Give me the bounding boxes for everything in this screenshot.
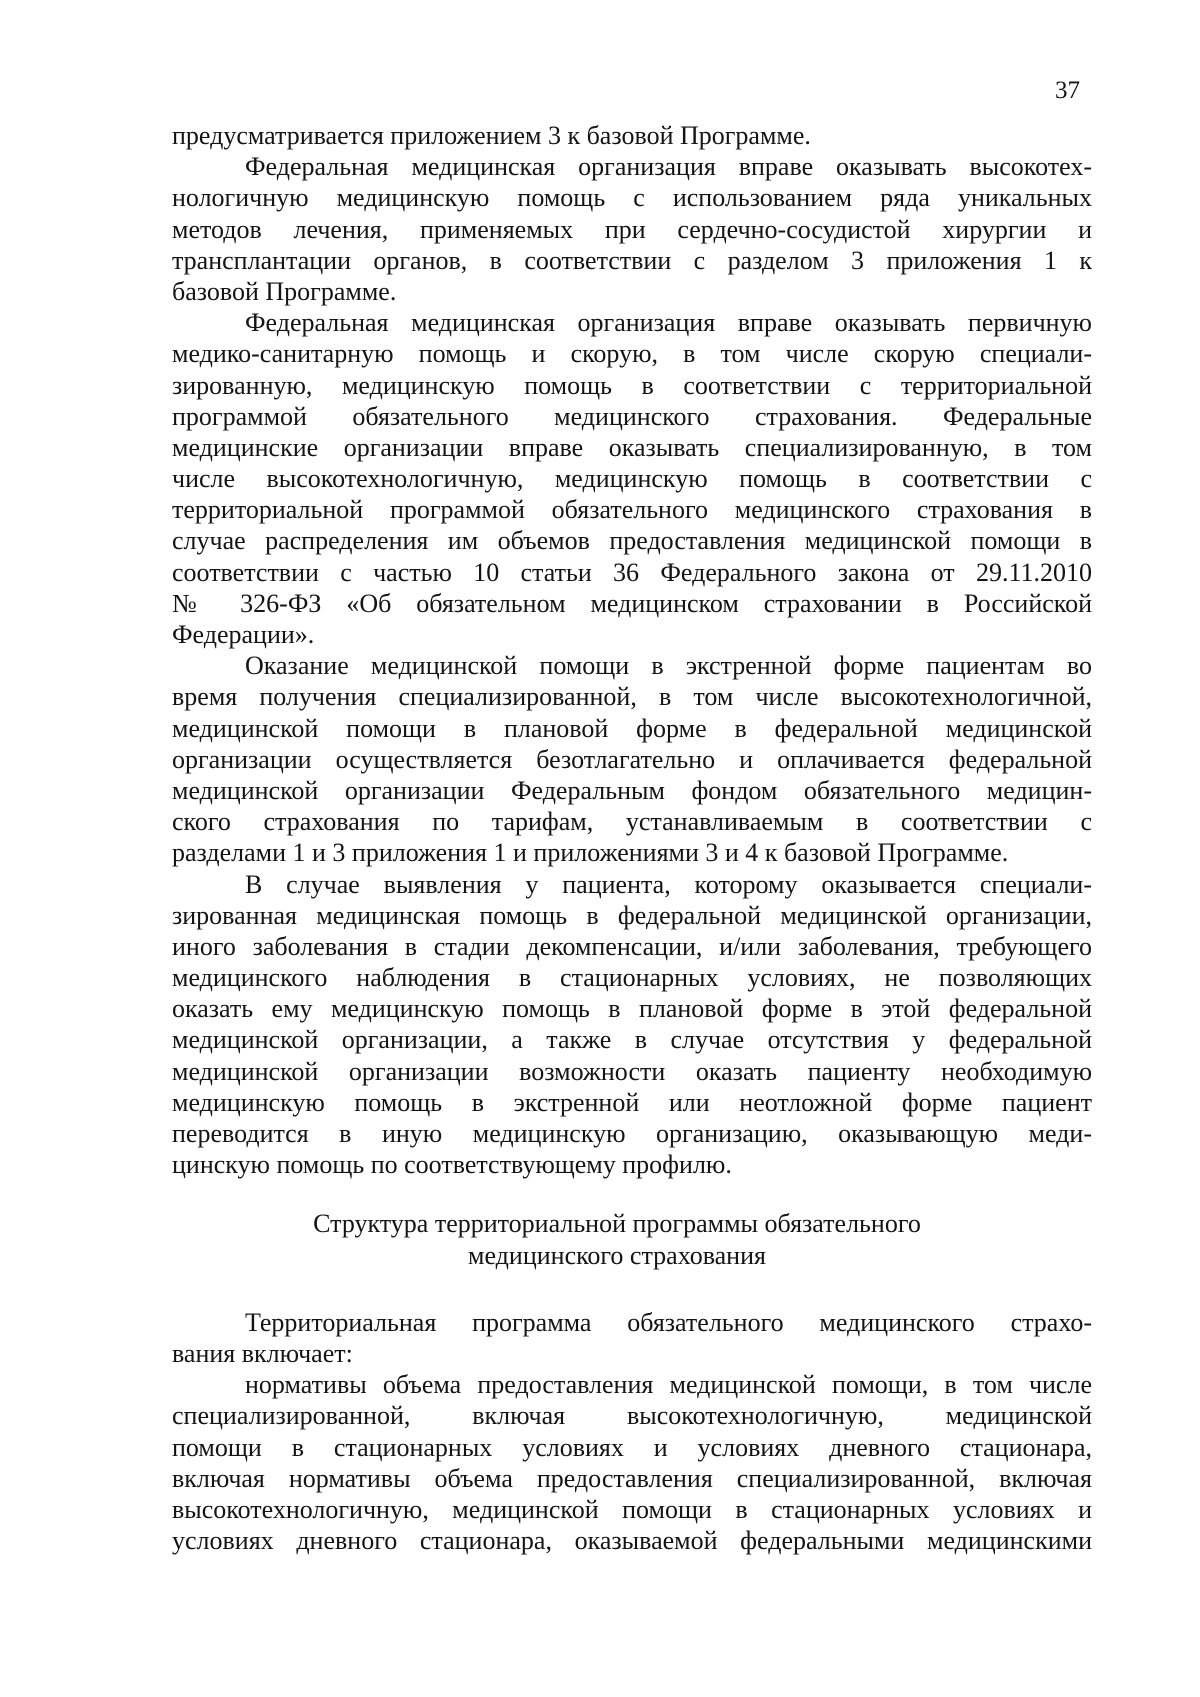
text-line: медицинской организации, а также в случае отсутствия у федеральной: [172, 1025, 1092, 1055]
text-line: базовой Программе.: [172, 276, 397, 306]
text-line: Федеральная медицинская организация вправе оказывать высокотех-: [245, 152, 1092, 182]
text-line: № 326-ФЗ «Об обязательном медицинском страховании в Российской: [172, 588, 1092, 618]
section-heading-line: медицинского страхования: [468, 1240, 766, 1270]
section-heading: [172, 1208, 1092, 1270]
paragraph: [172, 869, 1092, 1181]
text-line: специализированной, включая высокотехнологичную, медицинской: [172, 1401, 1092, 1431]
text-line: нологичную медицинскую помощь с использованием ряда уникальных: [172, 183, 1092, 213]
spacer: [172, 1180, 1092, 1208]
text-line: время получения специализированной, в том числе высокотехнологичной,: [172, 682, 1092, 712]
text-line: Территориальная программа обязательного медицинского страхо-: [245, 1307, 1092, 1337]
text-line: медицинской помощи в плановой форме в федеральной медицинской: [172, 713, 1092, 743]
spacer: [172, 1271, 1092, 1307]
text-line: иного заболевания в стадии декомпенсации, и/или заболевания, требующего: [172, 931, 1092, 961]
text-line: медицинские организации вправе оказывать специализированную, в том: [172, 432, 1092, 462]
text-line: помощи в стационарных условиях и условиях дневного стационара,: [172, 1432, 1092, 1462]
text-line: медицинской организации возможности оказать пациенту необходимую: [172, 1056, 1092, 1086]
text-line: организации осуществляется безотлагательно и оплачивается федеральной: [172, 744, 1092, 774]
text-line: высокотехнологичную, медицинской помощи в стационарных условиях и: [172, 1494, 1092, 1524]
text-line: числе высокотехнологичную, медицинскую помощь в соответствии с: [172, 464, 1092, 494]
text-line: методов лечения, применяемых при сердечно-сосудистой хирургии и: [172, 214, 1092, 244]
text-line: программой обязательного медицинского страхования. Федеральные: [172, 401, 1092, 431]
text-line: медицинского наблюдения в стационарных условиях, не позволяющих: [172, 963, 1092, 993]
text-line: В случае выявления у пациента, которому оказывается специали-: [245, 869, 1092, 899]
text-line: случае распределения им объемов предоставления медицинской помощи в: [172, 526, 1092, 556]
paragraph: [172, 650, 1092, 868]
text-line: разделами 1 и 3 приложения 1 и приложениями 3 и 4 к базовой Программе.: [172, 838, 1009, 868]
section-heading-line: Структура территориальной программы обязательного: [313, 1209, 921, 1239]
text-line: зированная медицинская помощь в федеральной медицинской организации,: [172, 900, 1092, 930]
paragraph: [172, 307, 1092, 650]
paragraph: [172, 1307, 1092, 1369]
text-line: Оказание медицинской помощи в экстренной форме пациентам во: [245, 651, 1092, 681]
paragraph: [172, 120, 1092, 151]
document-body: [172, 120, 1092, 1556]
text-line: Федерации».: [172, 620, 315, 649]
text-line: ского страхования по тарифам, устанавливаемым в соответствии с: [172, 807, 1092, 837]
text-line: территориальной программой обязательного медицинского страхования в: [172, 495, 1092, 525]
text-line: условиях дневного стационара, оказываемой федеральными медицинскими: [172, 1526, 1092, 1556]
text-line: медико-санитарную помощь и скорую, в том числе скорую специали-: [172, 339, 1092, 369]
text-line: зированную, медицинскую помощь в соответствии с территориальной: [172, 370, 1092, 400]
text-line: соответствии с частью 10 статьи 36 Федерального закона от 29.11.2010: [172, 557, 1092, 587]
text-line: оказать ему медицинскую помощь в плановой форме в этой федеральной: [172, 994, 1092, 1024]
text-line: включая нормативы объема предоставления специализированной, включая: [172, 1463, 1092, 1493]
text-line: медицинскую помощь в экстренной или неотложной форме пациент: [172, 1087, 1092, 1117]
text-line: нормативы объема предоставления медицинской помощи, в том числе: [245, 1370, 1092, 1400]
page-number: 37: [1055, 77, 1080, 104]
text-line: Федеральная медицинская организация вправе оказывать первичную: [245, 308, 1092, 338]
text-line: трансплантации органов, в соответствии с разделом 3 приложения 1 к: [172, 245, 1092, 275]
paragraph: [172, 151, 1092, 307]
text-line: предусматривается приложением 3 к базовой Программе.: [172, 121, 811, 150]
text-line: медицинской организации Федеральным фондом обязательного медицин-: [172, 775, 1092, 805]
text-line: цинскую помощь по соответствующему профилю.: [172, 1150, 732, 1180]
paragraph: [172, 1369, 1092, 1556]
text-line: вания включает:: [172, 1338, 353, 1368]
text-line: переводится в иную медицинскую организацию, оказывающую меди-: [172, 1119, 1092, 1148]
